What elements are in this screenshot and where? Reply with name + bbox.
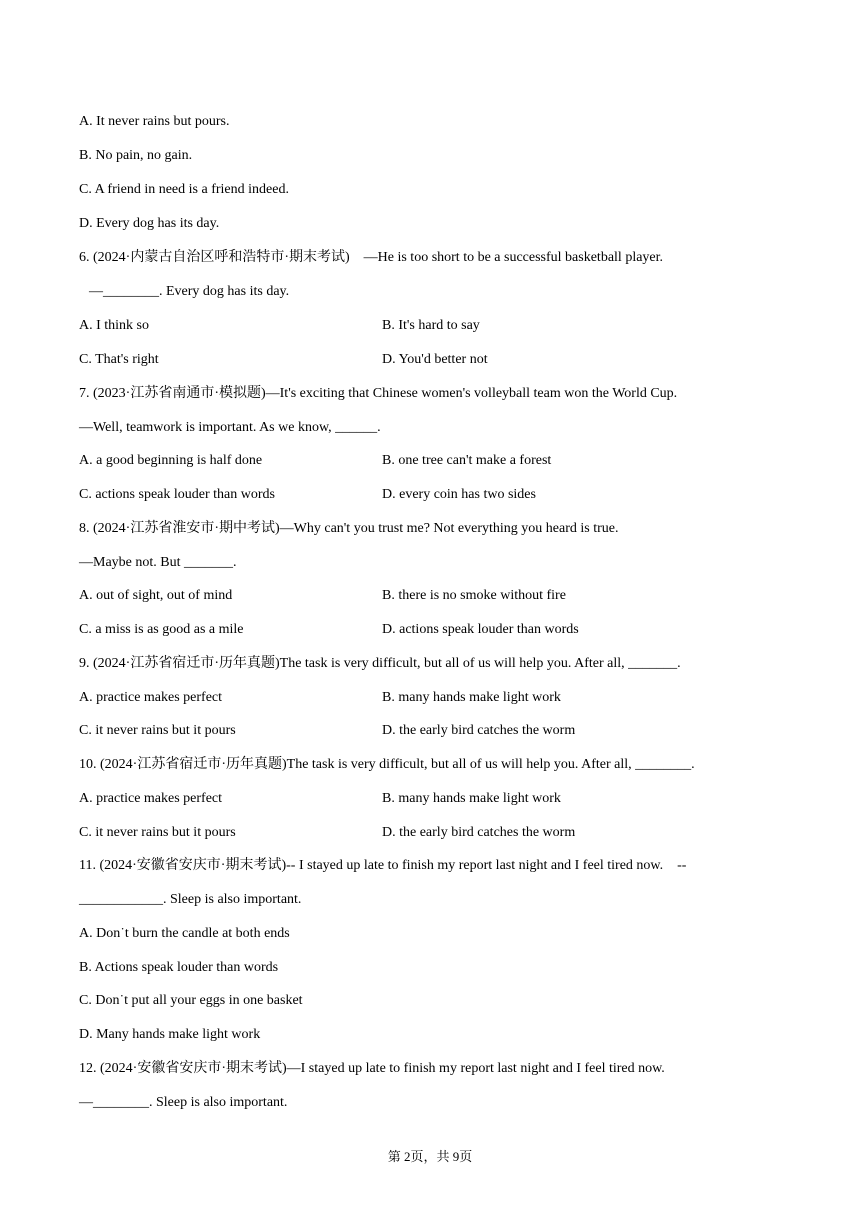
option-c: C. it never rains but it pours [79, 825, 236, 840]
option-d: D. actions speak louder than words [382, 622, 579, 637]
question-12-response: —________. Sleep is also important. [79, 1095, 288, 1110]
question-11-response: ____________. Sleep is also important. [79, 892, 302, 907]
question-8-response: —Maybe not. But _______. [79, 555, 237, 570]
option-line: B. No pain, no gain. [79, 148, 193, 163]
page-footer: 第 2页，共 9页 [387, 1149, 473, 1164]
question-12-stem: 12. (2024·安徽省安庆市·期末考试)—I stayed up late to finish my report last night and I feel tired now. [79, 1061, 665, 1076]
option-d: D. the early bird catches the worm [382, 723, 576, 738]
question-7-response: —Well, teamwork is important. As we know, ______. [79, 420, 381, 435]
option-d: D. the early bird catches the worm [382, 825, 576, 840]
option-d: D. every coin has two sides [382, 487, 536, 502]
option-a: A. practice makes perfect [79, 690, 223, 705]
option-line: A. Don˙t burn the candle at both ends [79, 926, 290, 941]
option-line: A. It never rains but pours. [79, 114, 230, 129]
option-c: C. a miss is as good as a mile [79, 622, 244, 637]
question-9-stem: 9. (2024·江苏省宿迁市·历年真题)The task is very difficult, but all of us will help you. After all, _______. [79, 656, 681, 671]
option-line: B. Actions speak louder than words [79, 960, 279, 975]
option-c: C. actions speak louder than words [79, 487, 275, 502]
option-line: D. Every dog has its day. [79, 216, 220, 231]
option-b: B. many hands make light work [382, 791, 561, 806]
question-11-stem: 11. (2024·安徽省安庆市·期末考试)-- I stayed up late to finish my report last night and I feel tired now. -- [79, 858, 687, 873]
option-c: C. it never rains but it pours [79, 723, 236, 738]
question-10-stem: 10. (2024·江苏省宿迁市·历年真题)The task is very difficult, but all of us will help you. After all, ________. [79, 757, 695, 772]
question-7-stem: 7. (2023·江苏省南通市·模拟题)—It's exciting that Chinese women's volleyball team won the World Cup. [79, 386, 678, 401]
question-6-response: —________. Every dog has its day. [89, 284, 290, 299]
option-line: C. A friend in need is a friend indeed. [79, 182, 289, 197]
option-a: A. practice makes perfect [79, 791, 223, 806]
option-line: D. Many hands make light work [79, 1027, 261, 1042]
option-b: B. there is no smoke without fire [382, 588, 566, 603]
option-c: C. That's right [79, 352, 159, 367]
option-b: B. many hands make light work [382, 690, 561, 705]
option-line: C. Don˙t put all your eggs in one basket [79, 993, 303, 1008]
option-d: D. You'd better not [382, 352, 488, 367]
option-a: A. I think so [79, 318, 149, 333]
question-6-stem: 6. (2024·内蒙古自治区呼和浩特市·期末考试) —He is too short to be a successful basketball player. [79, 250, 664, 265]
option-a: A. out of sight, out of mind [79, 588, 233, 603]
option-b: B. one tree can't make a forest [382, 453, 552, 468]
option-b: B. It's hard to say [382, 318, 480, 333]
question-8-stem: 8. (2024·江苏省淮安市·期中考试)—Why can't you trust me? Not everything you heard is true. [79, 521, 619, 536]
option-a: A. a good beginning is half done [79, 453, 263, 468]
